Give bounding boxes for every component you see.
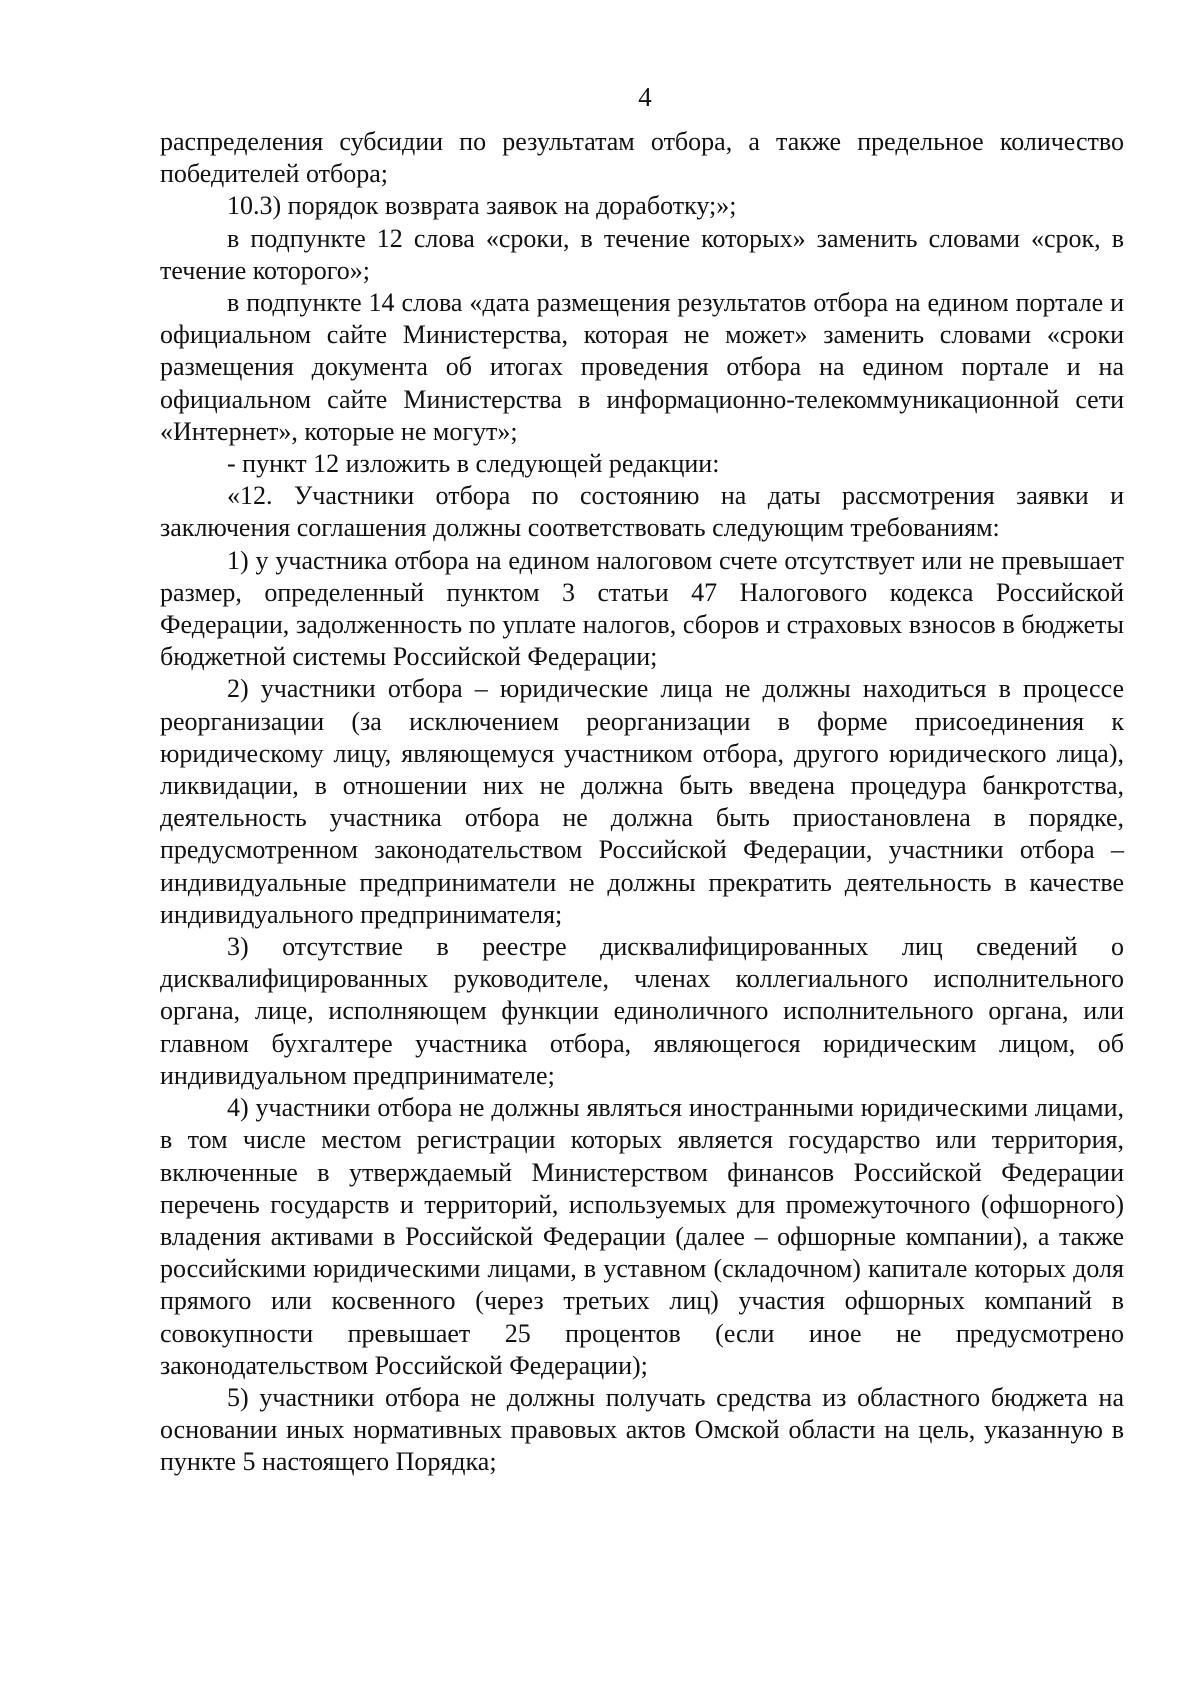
document-body bbox=[160, 126, 1124, 1479]
paragraph-3: в подпункте 14 слова «дата размещения результатов отбора на едином портале и официальном сайте Министерства, которая не может» заменить словами «сроки размещения документа об итогах проведения отбора на едином портале и на официальном сайте Министерства в информационно-телекоммуникационной сети «Интернет», которые не могут»; bbox=[160, 288, 1124, 446]
page-number: 4 bbox=[638, 82, 652, 112]
paragraph-4: - пункт 12 изложить в следующей редакции: bbox=[227, 449, 720, 479]
paragraph-9: 4) участники отбора не должны являться иностранными юридическими лицами, в том числе местом регистрации которых является государство или территория, включенные в утверждаемый Министерством финансов Российской Федерации перечень государств и территорий, используемых для промежуточного (офшорного) владения активами в Российской Федерации (далее – офшорные компании), а также российскими юридическими лицами, в уставном (складочном) капитале которых доля прямого или косвенного (через третьих лиц) участия офшорных компаний в совокупности превышает 25 процентов (если иное не предусмотрено законодательством Российской Федерации); bbox=[160, 1093, 1124, 1380]
paragraph-8: 3) отсутствие в реестре дисквалифицированных лиц сведений о дисквалифицированных руководителе, членах коллегиального исполнительного органа, лице, исполняющем функции единоличного исполнительного органа, или главном бухгалтере участника отбора, являющегося юридическим лицом, об индивидуальном предпринимателе; bbox=[160, 932, 1124, 1090]
paragraph-0: распределения субсидии по результатам отбора, а также предельное количество победителей отбора; bbox=[160, 127, 1124, 189]
paragraph-6: 1) у участника отбора на едином налоговом счете отсутствует или не превышает размер, определенный пунктом 3 статьи 47 Налогового кодекса Российской Федерации, задолженность по уплате налогов, сборов и страховых взносов в бюджеты бюджетной системы Российской Федерации; bbox=[160, 545, 1124, 672]
paragraph-7: 2) участники отбора – юридические лица не должны находиться в процессе реорганизации (за исключением реорганизации в форме присоединения к юридическому лицу, являющемуся участником отбора, другого юридического лица), ликвидации, в отношении них не должна быть введена процедура банкротства, деятельность участника отбора не должна быть приостановлена в порядке, предусмотренном законодательством Российской Федерации, участники отбора – индивидуальные предприниматели не должны прекратить деятельность в качестве индивидуального предпринимателя; bbox=[160, 674, 1124, 929]
paragraph-2: в подпункте 12 слова «сроки, в течение которых» заменить словами «срок, в течение которого»; bbox=[160, 223, 1124, 285]
paragraph-1: 10.3) порядок возврата заявок на доработку;»; bbox=[227, 191, 737, 221]
paragraph-5: «12. Участники отбора по состоянию на даты рассмотрения заявки и заключения соглашения должны соответствовать следующим требованиям: bbox=[160, 481, 1124, 543]
paragraph-10: 5) участники отбора не должны получать средства из областного бюджета на основании иных нормативных правовых актов Омской области на цель, указанную в пункте 5 настоящего Порядка; bbox=[160, 1382, 1124, 1477]
